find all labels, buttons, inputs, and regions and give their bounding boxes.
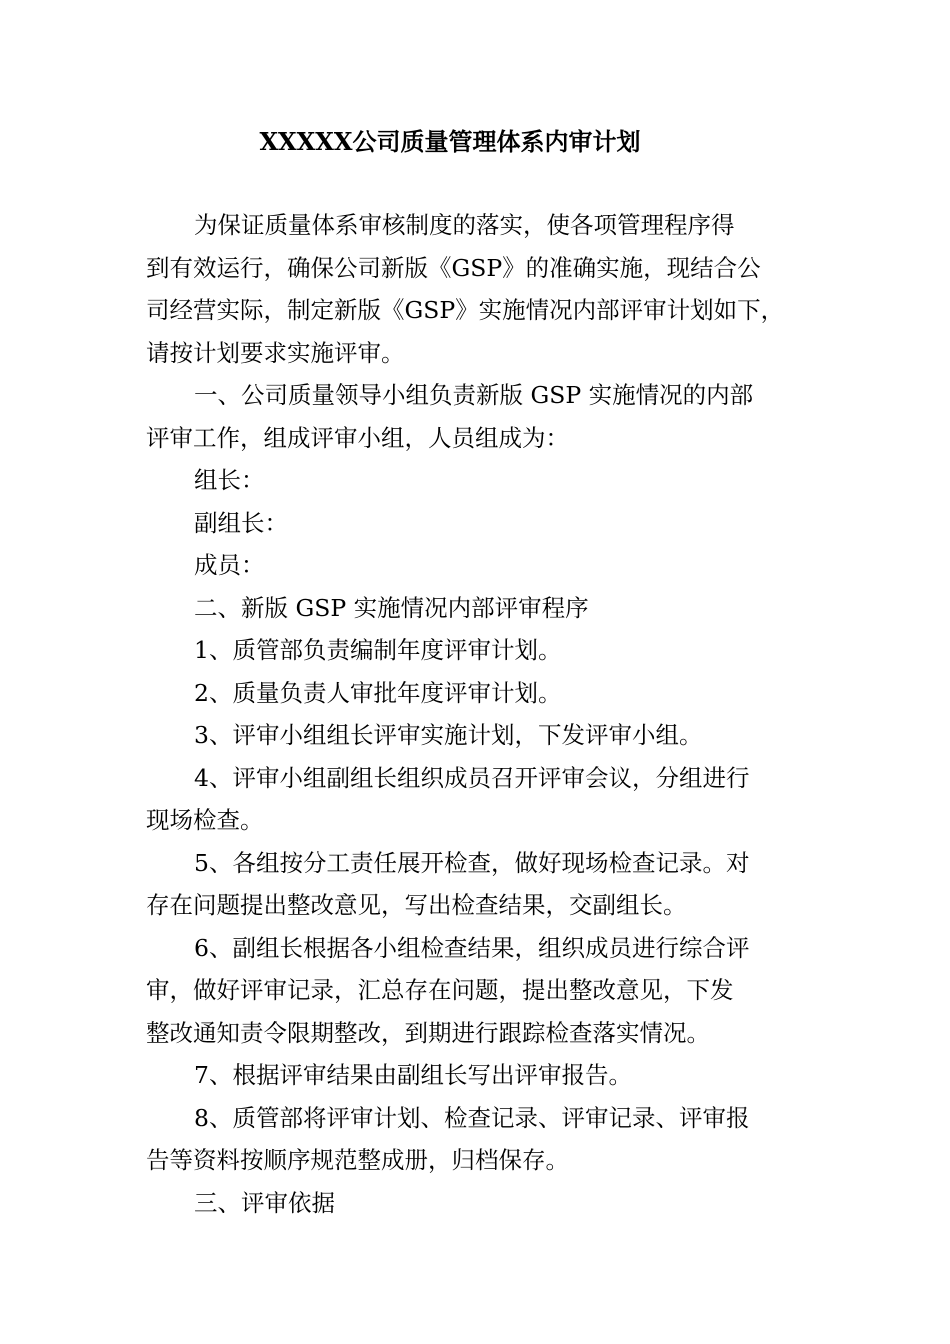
text-line: 二、新版 GSP 实施情况内部评审程序 [194,593,589,622]
text-line: 三、评审依据 [194,1188,335,1217]
text-line: 组长： [194,466,265,494]
text-line: 现场检查。 [146,806,264,834]
text-line: 成员： [194,551,265,579]
text-line: 评审工作，组成评审小组，人员组成为： [146,423,569,452]
text-line: 请按计划要求实施评审。 [146,338,405,367]
text-line: 审，做好评审记录，汇总存在问题，提出整改意见，下发 [146,976,734,1004]
text-line: 一、公司质量领导小组负责新版 GSP 实施情况的内部 [194,381,754,409]
text-line: 5、各组按分工责任展开检查，做好现场检查记录。对 [194,848,750,877]
text-line: 副组长： [194,508,288,537]
text-line: 告等资料按顺序规范整成册，归档保存。 [146,1146,569,1174]
text-line: 司经营实际，制定新版《GSP》实施情况内部评审计划如下， [146,296,785,324]
text-line: 整改通知责令限期整改，到期进行跟踪检查落实情况。 [146,1018,710,1047]
document-title: XXXXX公司质量管理体系内审计划 [259,127,641,156]
text-line: 4、评审小组副组长组织成员召开评审会议，分组进行 [194,763,750,792]
text-line: 到有效运行，确保公司新版《GSP》的准确实施，现结合公 [146,253,761,282]
text-line: 3、评审小组组长评审实施计划，下发评审小组。 [194,721,703,749]
text-line: 为保证质量体系审核制度的落实，使各项管理程序得 [194,211,735,239]
text-line: 存在问题提出整改意见，写出检查结果，交副组长。 [146,891,687,919]
text-line: 1、质管部负责编制年度评审计划。 [194,636,562,664]
text-line: 2、质量负责人审批年度评审计划。 [194,678,562,707]
text-line: 7、根据评审结果由副组长写出评审报告。 [194,1061,632,1089]
text-line: 8、质管部将评审计划、检查记录、评审记录、评审报 [194,1103,750,1132]
text-line: 6、副组长根据各小组检查结果，组织成员进行综合评 [194,933,750,962]
document-body [146,204,818,1224]
